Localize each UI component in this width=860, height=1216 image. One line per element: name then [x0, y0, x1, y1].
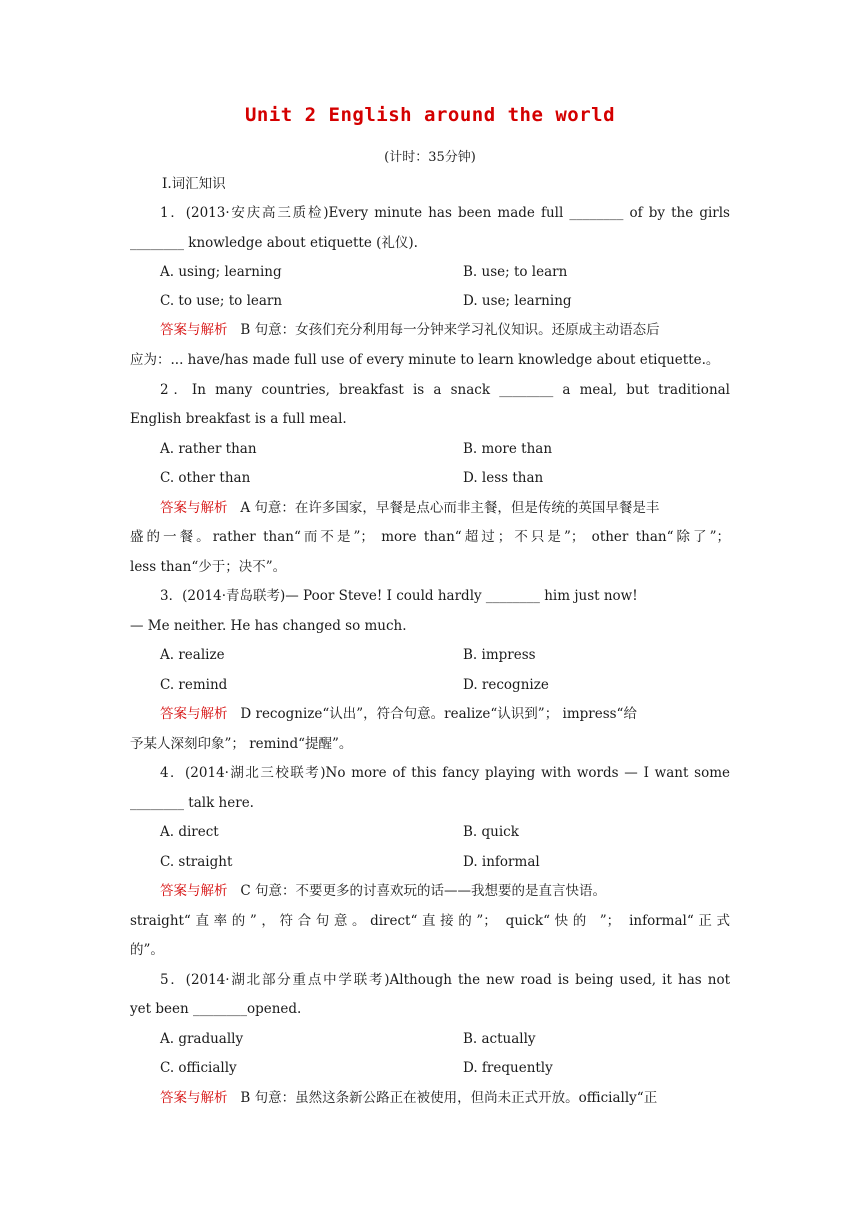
page-title: Unit 2 English around the world [244, 104, 616, 126]
question-4-line-2: ________ talk here. [130, 795, 254, 811]
answer-text: B 句意：虽然这条新公路正在被使用，但尚未正式开放。officially“正 [240, 1090, 658, 1106]
question-4-line-1: 4．(2014·湖北三校联考)No more of this fancy playing with words — I want some [160, 765, 730, 781]
question-5-line-2: yet been ________opened. [130, 1001, 302, 1017]
question-4-option-c: C. straight [160, 854, 233, 870]
question-3-option-c: C. remind [160, 677, 228, 693]
question-3-answer [160, 704, 730, 724]
answer-label: 答案与解析 [160, 500, 228, 516]
question-4-answer [160, 881, 730, 901]
question-4-option-d: D. informal [463, 854, 540, 870]
question-2-option-d: D. less than [463, 470, 544, 486]
question-3-option-d: D. recognize [463, 677, 549, 693]
question-2-line-2: English breakfast is a full meal. [130, 411, 347, 427]
question-1-line-2: ________ knowledge about etiquette (礼仪). [130, 235, 418, 251]
question-4-option-b: B. quick [463, 824, 519, 840]
question-3-line-2: — Me neither. He has changed so much. [130, 618, 407, 634]
answer-label: 答案与解析 [160, 883, 228, 899]
question-3-option-a: A. realize [160, 647, 225, 663]
question-5-option-a: A. gradually [160, 1031, 244, 1047]
question-3-line-1: 3．(2014·青岛联考)— Poor Steve! I could hardly ________ him just now! [160, 588, 638, 604]
answer-text: C 句意：不要更多的讨喜欢玩的话——我想要的是直言快语。 [240, 883, 606, 899]
time-limit: (计时：35分钟) [384, 150, 476, 165]
question-5-option-c: C. officially [160, 1060, 237, 1076]
answer-label: 答案与解析 [160, 706, 228, 722]
answer-text: B 句意：女孩们充分利用每一分钟来学习礼仪知识。还原成主动语态后 [240, 322, 660, 338]
question-1-line-1: 1．(2013·安庆高三质检)Every minute has been made full ________ of by the girls [160, 205, 730, 221]
question-1-answer-cont: 应为：... have/has made full use of every minute to learn knowledge about etiquette.。 [130, 352, 720, 368]
question-4-answer-cont-2: 的”。 [130, 942, 164, 958]
question-1-option-d: D. use; learning [463, 293, 572, 309]
question-5-answer [160, 1088, 730, 1108]
question-2-line-1: 2．In many countries, breakfast is a snack ________ a meal, but traditional [160, 382, 730, 398]
answer-text: A 句意：在许多国家，早餐是点心而非主餐，但是传统的英国早餐是丰 [240, 500, 660, 516]
question-1-option-b: B. use; to learn [463, 264, 568, 280]
answer-text: D recognize“认出”，符合句意。realize“认识到”； impress“给 [240, 706, 637, 722]
question-1-option-a: A. using; learning [160, 264, 282, 280]
question-5-option-d: D. frequently [463, 1060, 553, 1076]
answer-label: 答案与解析 [160, 1090, 228, 1106]
question-2-answer [160, 498, 730, 518]
question-4-option-a: A. direct [160, 824, 219, 840]
question-1-answer [160, 320, 730, 340]
question-2-answer-cont: 盛的一餐。rather than“而不是”； more than“超过；不只是”； other than“除了”； [130, 529, 730, 545]
section-heading: Ⅰ.词汇知识 [162, 176, 226, 192]
question-2-option-b: B. more than [463, 441, 553, 457]
question-3-option-b: B. impress [463, 647, 536, 663]
question-2-answer-cont-2: less than“少于；决不”。 [130, 559, 287, 575]
question-3-answer-cont: 予某人深刻印象”； remind“提醒”。 [130, 736, 353, 752]
question-5-option-b: B. actually [463, 1031, 536, 1047]
question-2-option-a: A. rather than [160, 441, 257, 457]
question-4-answer-cont: straight“直率的”，符合句意。direct“直接的”； quick“快的 ”； informal“正式 [130, 913, 730, 929]
question-5-line-1: 5．(2014·湖北部分重点中学联考)Although the new road is being used, it has not [160, 972, 730, 988]
question-1-option-c: C. to use; to learn [160, 293, 283, 309]
question-2-option-c: C. other than [160, 470, 251, 486]
answer-label: 答案与解析 [160, 322, 228, 338]
